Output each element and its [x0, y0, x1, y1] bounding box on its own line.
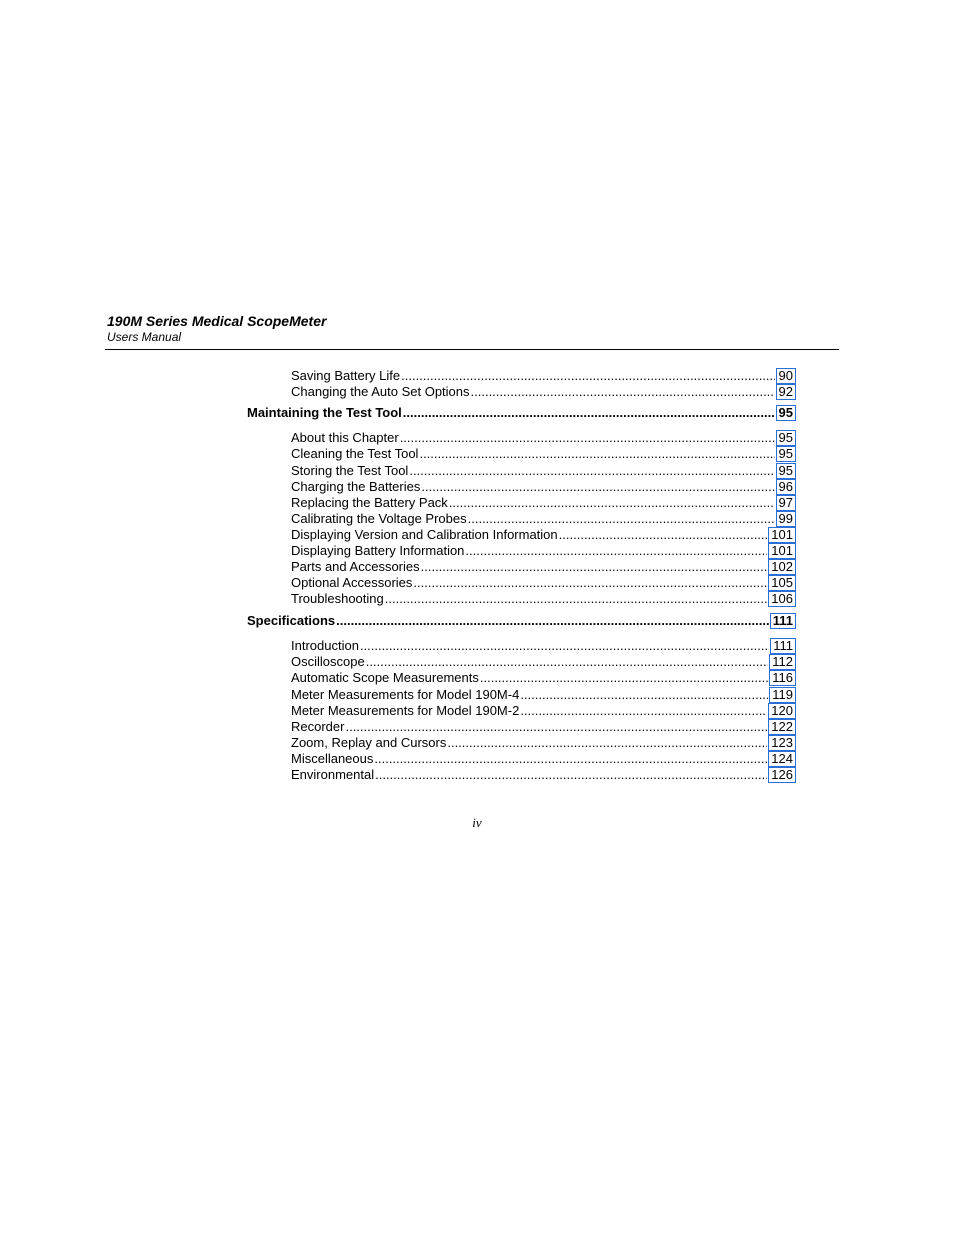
toc-dot-leader — [421, 479, 774, 495]
toc-section-entry[interactable] — [291, 511, 796, 527]
toc-dot-leader — [559, 527, 768, 543]
toc-dot-leader — [401, 368, 774, 384]
toc-entry-label: Displaying Version and Calibration Information — [291, 527, 558, 542]
toc-page-link[interactable]: 111 — [770, 613, 796, 629]
toc-section-entry[interactable] — [291, 703, 796, 719]
toc-dot-leader — [345, 719, 767, 735]
toc-section-entry[interactable] — [291, 559, 796, 575]
toc-dot-leader — [449, 495, 775, 511]
toc-page-link[interactable]: 106 — [768, 591, 796, 607]
toc-section-entry[interactable] — [291, 446, 796, 462]
toc-page-link[interactable]: 92 — [776, 384, 796, 400]
toc-chapter-entry[interactable] — [247, 405, 796, 421]
toc-entry-label: Recorder — [291, 719, 345, 734]
toc-section-entry[interactable] — [291, 384, 796, 400]
toc-chapter-entry[interactable] — [247, 613, 796, 629]
toc-page-link[interactable]: 96 — [776, 479, 796, 495]
toc-page-link[interactable]: 101 — [768, 527, 796, 543]
toc-page-link[interactable]: 99 — [776, 511, 796, 527]
toc-page-link[interactable]: 90 — [776, 368, 796, 384]
toc-section-entry[interactable] — [291, 735, 796, 751]
toc-entry-label: Zoom, Replay and Cursors — [291, 735, 447, 750]
toc-entry-label: Oscilloscope — [291, 654, 365, 669]
toc-page-link[interactable]: 119 — [769, 687, 796, 703]
toc-page-link[interactable]: 123 — [768, 735, 796, 751]
toc-page-link[interactable]: 97 — [776, 495, 796, 511]
toc-entry-label: Meter Measurements for Model 190M-4 — [291, 687, 520, 702]
toc-dot-leader — [375, 767, 767, 783]
toc-page-link[interactable]: 95 — [776, 430, 796, 446]
toc-dot-leader — [366, 654, 769, 670]
toc-entry-label: Meter Measurements for Model 190M-2 — [291, 703, 520, 718]
toc-dot-leader — [385, 591, 768, 607]
toc-entry-label: About this Chapter — [291, 430, 399, 445]
toc-entry-label: Storing the Test Tool — [291, 463, 409, 478]
toc-section-entry[interactable] — [291, 495, 796, 511]
toc-section-entry[interactable] — [291, 719, 796, 735]
toc-entry-label: Changing the Auto Set Options — [291, 384, 470, 399]
toc-section-entry[interactable] — [291, 591, 796, 607]
toc-page-link[interactable]: 120 — [768, 703, 796, 719]
toc-entry-label: Calibrating the Voltage Probes — [291, 511, 467, 526]
toc-section-entry[interactable] — [291, 479, 796, 495]
toc-dot-leader — [520, 687, 768, 703]
toc-section-entry[interactable] — [291, 767, 796, 783]
toc-dot-leader — [471, 384, 775, 400]
toc-dot-leader — [468, 511, 775, 527]
toc-entry-label: Parts and Accessories — [291, 559, 420, 574]
document-title: 190M Series Medical ScopeMeter — [107, 313, 327, 329]
toc-section-entry[interactable] — [291, 638, 796, 654]
toc-entry-label: Replacing the Battery Pack — [291, 495, 448, 510]
toc-page-link[interactable]: 101 — [768, 543, 796, 559]
toc-dot-leader — [520, 703, 767, 719]
toc-page-link[interactable]: 111 — [770, 638, 796, 654]
toc-entry-label: Troubleshooting — [291, 591, 384, 606]
toc-section-entry[interactable] — [291, 368, 796, 384]
toc-entry-label: Charging the Batteries — [291, 479, 421, 494]
toc-section-entry[interactable] — [291, 687, 796, 703]
document-subtitle: Users Manual — [107, 330, 182, 344]
toc-page-link[interactable]: 95 — [776, 405, 796, 421]
toc-section-entry[interactable] — [291, 430, 796, 446]
toc-section-entry[interactable] — [291, 527, 796, 543]
toc-section-entry[interactable] — [291, 751, 796, 767]
toc-page-link[interactable]: 124 — [768, 751, 796, 767]
toc-dot-leader — [400, 430, 775, 446]
toc-entry-label: Introduction — [291, 638, 359, 653]
toc-dot-leader — [447, 735, 767, 751]
toc-entry-label: Saving Battery Life — [291, 368, 401, 383]
toc-entry-label: Automatic Scope Measurements — [291, 670, 479, 685]
toc-section-entry[interactable] — [291, 575, 796, 591]
toc-page-link[interactable]: 95 — [776, 446, 796, 462]
toc-page-link[interactable]: 112 — [769, 654, 796, 670]
toc-page-link[interactable]: 95 — [776, 463, 796, 479]
toc-page-link[interactable]: 126 — [768, 767, 796, 783]
toc-entry-label: Cleaning the Test Tool — [291, 446, 419, 461]
toc-dot-leader — [465, 543, 767, 559]
toc-page-link[interactable]: 116 — [769, 670, 796, 686]
toc-section-entry[interactable] — [291, 463, 796, 479]
toc-section-entry[interactable] — [291, 670, 796, 686]
toc-dot-leader — [360, 638, 769, 654]
toc-entry-label: Environmental — [291, 767, 375, 782]
toc-entry-label: Maintaining the Test Tool — [247, 405, 402, 420]
toc-page-link[interactable]: 105 — [768, 575, 796, 591]
toc-entry-label: Optional Accessories — [291, 575, 413, 590]
toc-dot-leader — [421, 559, 768, 575]
toc-section-entry[interactable] — [291, 654, 796, 670]
toc-entry-label: Miscellaneous — [291, 751, 374, 766]
toc-page-link[interactable]: 122 — [768, 719, 796, 735]
toc-entry-label: Specifications — [247, 613, 336, 628]
toc-dot-leader — [419, 446, 774, 462]
toc-section-entry[interactable] — [291, 543, 796, 559]
toc-page-link[interactable]: 102 — [768, 559, 796, 575]
toc-dot-leader — [413, 575, 767, 591]
toc-dot-leader — [374, 751, 767, 767]
toc-dot-leader — [409, 463, 774, 479]
page-number: iv — [472, 815, 482, 830]
toc-dot-leader — [480, 670, 768, 686]
toc-dot-leader — [336, 613, 769, 629]
toc-entry-label: Displaying Battery Information — [291, 543, 465, 558]
toc-dot-leader — [403, 405, 775, 421]
